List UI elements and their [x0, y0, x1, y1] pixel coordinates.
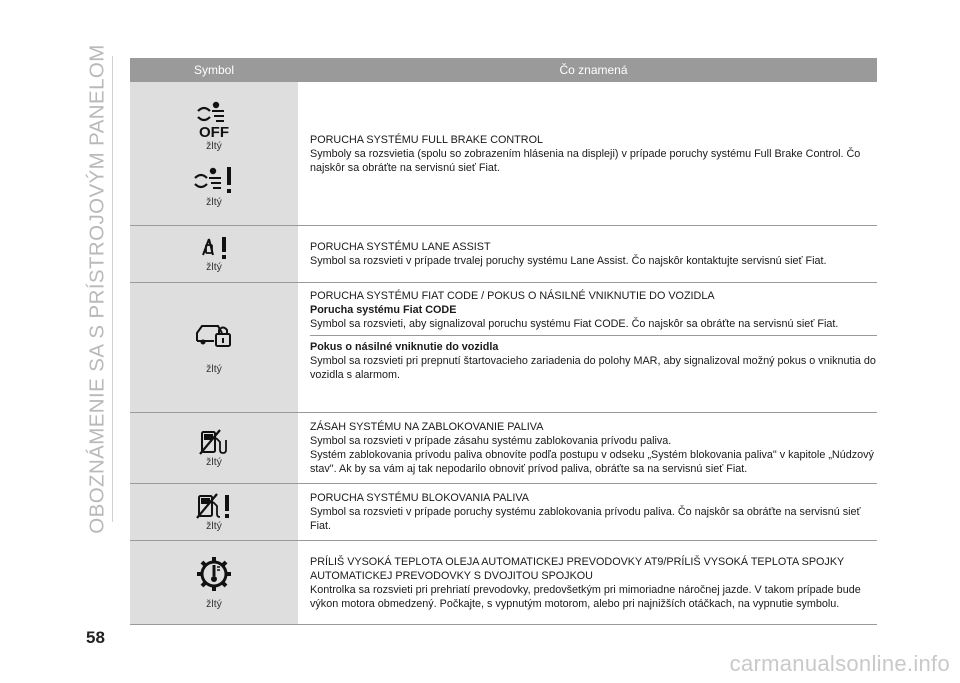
row-title: PORUCHA SYSTÉMU FIAT CODE / POKUS O NÁSILNÉ VNIKNUTIE DO VOZIDLA: [310, 290, 715, 302]
row-subtitle: Pokus o násilné vniknutie do vozidla: [310, 341, 499, 353]
table-row: [130, 283, 877, 413]
row-text: Symbol sa rozsvieti, aby signalizoval poruchu systému Fiat CODE. Čo najskôr sa obráťte na servisnú sieť Fiat.: [310, 318, 839, 330]
side-chapter-title-text: OBOZNÁMENIE SA S PRÍSTROJOVÝM PANELOM: [86, 44, 109, 534]
meaning-cell: [298, 226, 877, 282]
table-row: [130, 413, 877, 484]
symbol-cell: [130, 283, 298, 412]
symbol-cell: [130, 484, 298, 540]
header-meaning: Čo znamená: [559, 63, 628, 77]
watermark: carmanualsonline.info: [729, 651, 950, 676]
row-title: PORUCHA SYSTÉMU FULL BRAKE CONTROL: [310, 133, 543, 146]
off-text: OFF: [199, 124, 229, 141]
lane-assist-failure-icon: [197, 235, 231, 261]
full-brake-control-off-icon: [194, 99, 234, 125]
table-row: [130, 484, 877, 541]
transmission-temperature-icon: [196, 556, 232, 592]
meaning-cell: [298, 484, 877, 540]
row-text: Symboly sa rozsvietia (spolu so zobrazením hlásenia na displeji) v prípade poruchy systému Full Brake Control. Čo najskôr sa obráťte na servisnú sieť Fiat.: [310, 147, 861, 174]
fuel-cutoff-failure-icon: [195, 492, 233, 520]
row-text: Kontrolka sa rozsvieti pri prehriatí prevodovky, predovšetkým pri mimoriadne náročnej jazde. V takom prípade bude výkon motora obmedzený. Počkajte, s vypnutým motorom, alebo pri najnižších otáčkach, na vypnutie symbolu.: [310, 583, 861, 610]
meaning-cell: [298, 283, 877, 412]
fiat-code-car-lock-icon: [194, 321, 234, 349]
color-label: žltý: [206, 362, 222, 375]
color-label: žltý: [206, 597, 222, 610]
row-text: Symbol sa rozsvieti pri prepnutí štartovacieho zariadenia do polohy MAR, aby signalizoval možný pokus o vniknutia do vozidla s alarmom.: [310, 355, 876, 381]
symbol-cell: [130, 226, 298, 282]
color-label: žltý: [206, 261, 222, 273]
row-title: ZÁSAH SYSTÉMU NA ZABLOKOVANIE PALIVA: [310, 421, 544, 433]
side-divider: [112, 56, 113, 522]
color-label: žltý: [206, 196, 222, 208]
fuel-cutoff-icon: [198, 428, 230, 456]
row-text: Symbol sa rozsvieti v prípade zásahu systému zablokovania prívodu paliva.: [310, 435, 672, 447]
header-symbol: Symbol: [193, 63, 234, 77]
meaning-cell: [298, 82, 877, 225]
warning-symbols-table: [130, 58, 877, 625]
meaning-subsection: [310, 283, 877, 335]
symbol-cell: [130, 82, 298, 225]
meaning-cell: [298, 413, 877, 483]
row-title: PRÍLIŠ VYSOKÁ TEPLOTA OLEJA AUTOMATICKEJ PREVODOVKY AT9/PRÍLIŠ VYSOKÁ TEPLOTA SPOJKY AUTOMATICKEJ PREVODOVKY S DVOJITOU SPOJKOU: [310, 555, 845, 582]
color-label: žltý: [206, 456, 222, 468]
row-title: PORUCHA SYSTÉMU BLOKOVANIA PALIVA: [310, 492, 529, 504]
row-subtitle: Porucha systému Fiat CODE: [310, 304, 457, 316]
table-row: [130, 82, 877, 226]
table-row: [130, 226, 877, 283]
table-header: [130, 58, 877, 82]
symbol-cell: [130, 413, 298, 483]
row-text: Symbol sa rozsvieti v prípade poruchy systému zablokovania prívodu paliva. Čo najskôr sa obráťte na servisnú sieť Fiat.: [310, 506, 861, 532]
row-title: PORUCHA SYSTÉMU LANE ASSIST: [310, 241, 491, 253]
color-label: žltý: [206, 520, 222, 532]
full-brake-control-failure-icon: [191, 164, 237, 196]
meaning-cell: [298, 541, 877, 624]
page-number: 58: [86, 628, 105, 647]
table-row: [130, 541, 877, 625]
row-text: Symbol sa rozsvieti v prípade trvalej poruchy systému Lane Assist. Čo najskôr kontaktujte servisnú sieť Fiat.: [310, 255, 827, 267]
row-text: Systém zablokovania prívodu paliva obnovíte podľa postupu v odseku „Systém blokovania paliva" v kapitole „Núdzový stav". Ak by sa vám aj tak nepodarilo obnoviť prívod paliva, obráťte sa na servisnú sieť Fiat.: [310, 449, 874, 475]
color-label: žltý: [206, 140, 222, 152]
symbol-cell: [130, 541, 298, 624]
meaning-subsection: [310, 335, 877, 386]
